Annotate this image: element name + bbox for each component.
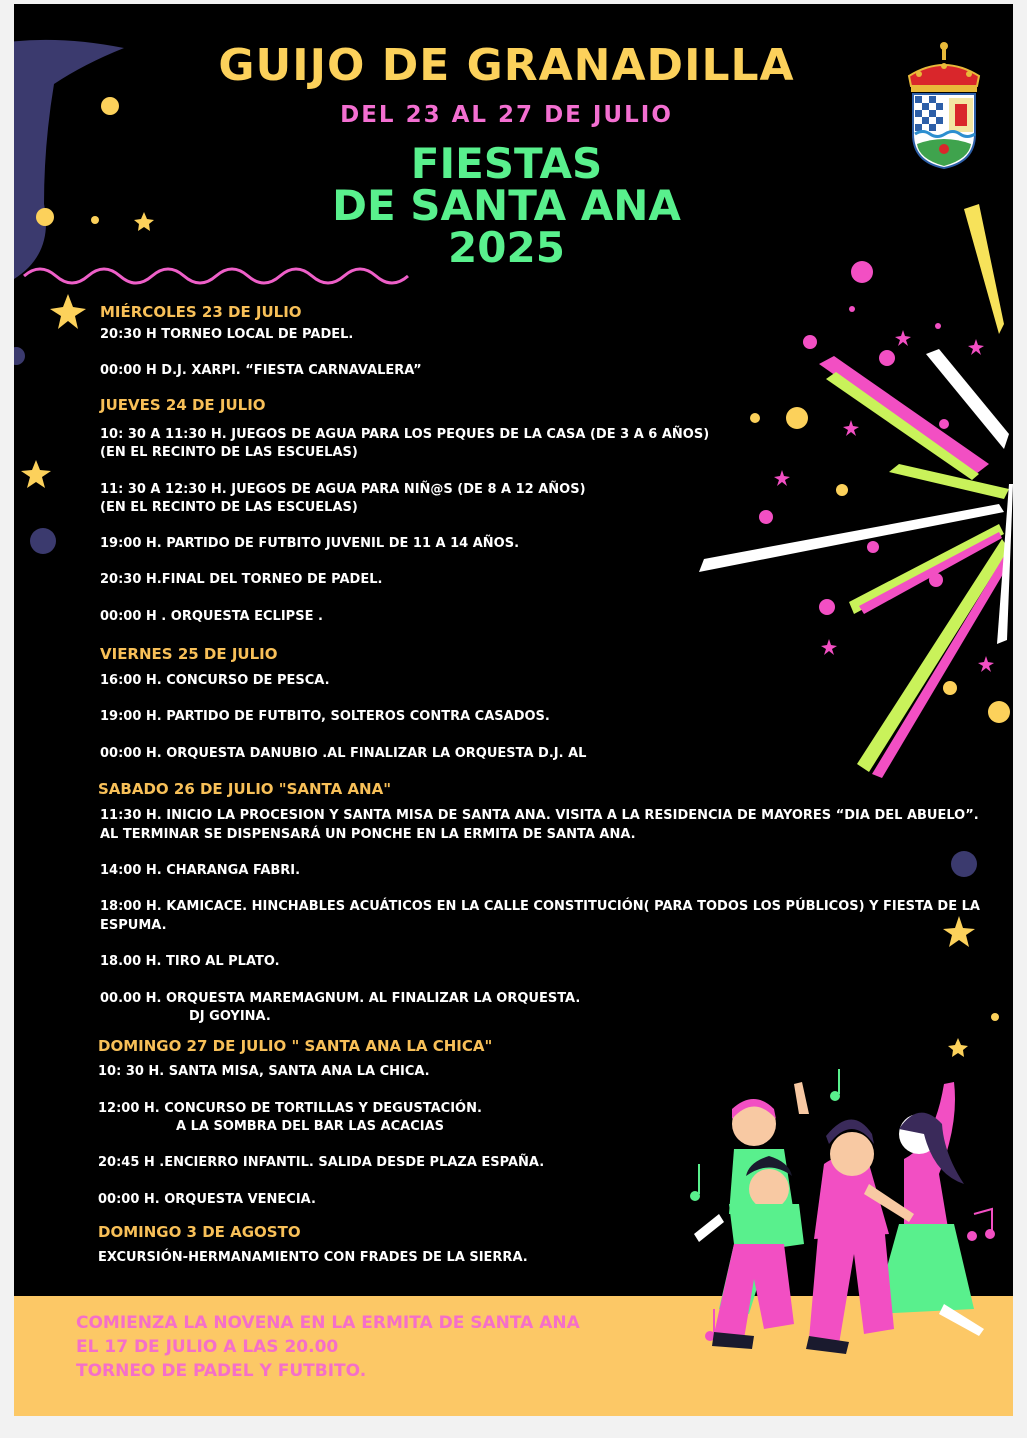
event-line: A LA SOMBRA DEL BAR LAS ACACIAS [176,1119,444,1134]
festival-title-year: 2025 [448,223,565,272]
festival-title-line1: FIESTAS [410,139,603,188]
festival-title-line2: DE SANTA ANA [332,181,681,230]
town-name: GUIJO DE GRANADILLA [218,40,795,91]
day-heading: VIERNES 25 DE JULIO [100,645,278,663]
event-line: DJ GOYINA. [189,1009,271,1024]
day-heading: DOMINGO 27 DE JULIO " SANTA ANA LA CHICA" [98,1037,493,1055]
event-line: ESPUMA. [100,918,167,933]
event-line: 20:45 H .ENCIERRO INFANTIL. SALIDA DESDE PLAZA ESPAÑA. [98,1155,545,1170]
poster [14,4,1013,1416]
event-line: AL TERMINAR SE DISPENSARÁ UN PONCHE EN LA ERMITA DE SANTA ANA. [100,827,636,842]
day-heading: DOMINGO 3 DE AGOSTO [98,1223,301,1241]
day-heading: MIÉRCOLES 23 DE JULIO [100,303,302,321]
event-line: 10: 30 A 11:30 H. JUEGOS DE AGUA PARA LOS PEQUES DE LA CASA (DE 3 A 6 AÑOS) [100,427,710,442]
event-line: (EN EL RECINTO DE LAS ESCUELAS) [100,445,358,460]
festival-dates: DEL 23 AL 27 DE JULIO [340,102,673,128]
day-heading: JUEVES 24 DE JULIO [100,396,266,414]
event-line: (EN EL RECINTO DE LAS ESCUELAS) [100,500,358,515]
event-line: 19:00 H. PARTIDO DE FUTBITO, SOLTEROS CONTRA CASADOS. [100,709,550,724]
event-line: 18.00 H. TIRO AL PLATO. [100,954,280,969]
day-heading: SABADO 26 DE JULIO "SANTA ANA" [98,780,392,798]
event-line: 20:30 H TORNEO LOCAL DE PADEL. [100,327,354,342]
event-line: 16:00 H. CONCURSO DE PESCA. [100,673,330,688]
footer-line: TORNEO DE PADEL Y FUTBITO. [76,1361,367,1381]
event-line: 00:00 H D.J. XARPI. “FIESTA CARNAVALERA” [100,363,422,378]
event-line: 11:30 H. INICIO LA PROCESION Y SANTA MISA DE SANTA ANA. VISITA A LA RESIDENCIA DE MAYORES “DIA DEL ABUELO”. [100,808,979,823]
event-line: 00.00 H. ORQUESTA MAREMAGNUM. AL FINALIZAR LA ORQUESTA. [100,991,581,1006]
event-line: 00:00 H . ORQUESTA ECLIPSE . [100,609,323,624]
event-line: 12:00 H. CONCURSO DE TORTILLAS Y DEGUSTACIÓN. [98,1101,482,1116]
event-line: 11: 30 A 12:30 H. JUEGOS DE AGUA PARA NIÑ@S (DE 8 A 12 AÑOS) [100,482,586,497]
event-line: 18:00 H. KAMICACE. HINCHABLES ACUÁTICOS EN LA CALLE CONSTITUCIÓN( PARA TODOS LOS PÚBLICOS) Y FIESTA DE LA [100,899,980,914]
event-line: 14:00 H. CHARANGA FABRI. [100,863,301,878]
dancing-people-icon [674,1064,1004,1364]
footer-line: EL 17 DE JULIO A LAS 20.00 [76,1337,339,1357]
event-line: 00:00 H. ORQUESTA DANUBIO .AL FINALIZAR LA ORQUESTA D.J. AL [100,746,587,761]
fireworks-icon [699,204,1013,778]
event-line: 10: 30 H. SANTA MISA, SANTA ANA LA CHICA. [98,1064,430,1079]
wave-decoration [24,269,408,283]
event-line: 20:30 H.FINAL DEL TORNEO DE PADEL. [100,572,383,587]
event-line: 00:00 H. ORQUESTA VENECIA. [98,1192,316,1207]
footer-line: COMIENZA LA NOVENA EN LA ERMITA DE SANTA ANA [76,1313,580,1333]
event-line: 19:00 H. PARTIDO DE FUTBITO JUVENIL DE 11 A 14 AÑOS. [100,536,520,551]
event-line: EXCURSIÓN-HERMANAMIENTO CON FRADES DE LA SIERRA. [98,1250,528,1265]
